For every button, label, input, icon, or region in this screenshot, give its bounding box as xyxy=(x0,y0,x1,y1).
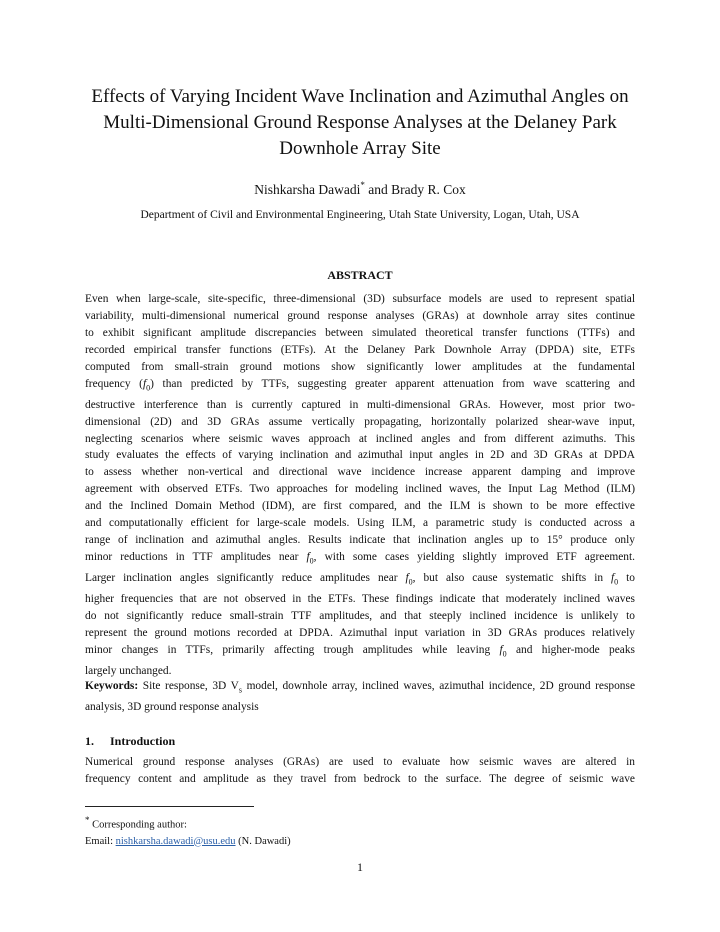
footnote-divider xyxy=(85,806,254,807)
abstract-text: , with some cases yielding slightly improved ETF agreement. xyxy=(313,550,635,563)
abstract-text: represent the ground motions recorded at DPDA. Azimuthal input variation in 3D GRAs produces relatively xyxy=(85,627,635,640)
f0-symbol: $f_0$ xyxy=(611,572,619,587)
keywords-label: Keywords: xyxy=(85,680,139,692)
introduction-body xyxy=(85,754,635,788)
abstract-text: and the Inclined Domain Method (IDM), are first compared, and the ILM is shown to be more effective xyxy=(85,500,635,513)
f0-symbol: $f_0$ xyxy=(499,643,507,659)
abstract-line xyxy=(85,342,635,359)
abstract-text: destructive interference than is currently captured in multi-dimensional GRAs. However, most prior two- xyxy=(85,398,635,411)
abstract-line xyxy=(85,325,635,342)
abstract-line xyxy=(85,291,635,308)
abstract-line xyxy=(85,376,635,397)
footnote-text: Corresponding author: xyxy=(89,819,187,831)
f0-symbol: $f_0$ xyxy=(405,572,413,587)
abstract-text: computed from small-strain ground motions show significantly lower amplitudes at the fundamental xyxy=(85,360,635,373)
keywords-paragraph xyxy=(85,678,635,716)
abstract-line xyxy=(85,532,635,549)
abstract-text: Larger inclination angles significantly reduce amplitudes near xyxy=(85,572,406,585)
abstract-line xyxy=(85,481,635,498)
paper-title xyxy=(60,84,660,162)
footnote xyxy=(85,812,291,850)
section-number: 1. xyxy=(85,734,94,748)
affiliation: Department of Civil and Environmental Engineering, Utah State University, Logan, Utah, USA xyxy=(140,209,580,221)
email-label: Email: xyxy=(85,835,116,847)
page-number: 1 xyxy=(357,860,363,874)
abstract-line xyxy=(85,447,635,464)
footnote-mark: * xyxy=(85,815,90,825)
abstract-text: Even when large-scale, site-specific, three-dimensional (3D) subsurface models are used to represent spatial xyxy=(85,293,635,305)
keywords-subscript: s xyxy=(238,685,242,695)
abstract-line xyxy=(85,464,635,481)
abstract-text: neglecting scenarios where seismic waves approach at inclined angles and from different azimuths. This xyxy=(85,432,635,445)
footnote-text: (N. Dawadi) xyxy=(235,835,291,847)
abstract-text: agreement with observed ETFs. Two approaches for modeling inclined waves, the Input Lag Method (ILM) xyxy=(85,483,635,496)
abstract-text: to assess whether non-vertical and directional wave incidence increase apparent damping and improve xyxy=(85,466,635,479)
abstract-text: study evaluates the effects of varying inclination and azimuthal input angles in 2D and 3D GRAs at DPDA xyxy=(85,449,635,462)
section-title: Introduction xyxy=(110,734,176,748)
keywords-text: model, downhole array, inclined waves, azimuthal incidence, 2D ground response analysis, 3D ground response analysis xyxy=(85,680,635,714)
abstract-text: and computationally efficient for large-scale models. Using ILM, a parametric study is conducted across a xyxy=(85,517,635,530)
abstract-text: , but also cause systematic shifts in xyxy=(412,572,611,585)
email-link[interactable]: nishkarsha.dawadi@usu.edu xyxy=(115,835,236,847)
keywords-text: Site response, 3D V xyxy=(138,680,239,692)
f0-symbol: $f_0$ xyxy=(306,550,314,566)
abstract-line xyxy=(85,431,635,448)
abstract-text: variability, multi-dimensional numerical ground response analyses (GRAs) at downhole array sites continue xyxy=(85,309,635,322)
abstract-text: frequency ( xyxy=(85,377,143,390)
abstract-text: dimensional (2D) and 3D GRAs assume vertically propagating, horizontally polarized shear-wave input, xyxy=(85,415,635,428)
abstract-line xyxy=(85,549,635,570)
author-name: Nishkarsha Dawadi xyxy=(254,182,361,197)
abstract-line xyxy=(85,591,635,608)
paragraph-line: frequency content and amplitude as they travel from bedrock to the surface. The degree of seismic wave xyxy=(85,773,635,785)
author-name: and Brady R. Cox xyxy=(364,182,466,197)
abstract-line xyxy=(85,414,635,431)
title-line: Effects of Varying Incident Wave Inclination and Azimuthal Angles on xyxy=(91,86,629,107)
abstract-line xyxy=(85,498,635,515)
abstract-body xyxy=(85,291,635,680)
abstract-text: range of inclination and azimuthal angles. Results indicate that inclination angles up to 15° produce only xyxy=(85,533,635,546)
abstract-text: minor reductions in TTF amplitudes near xyxy=(85,550,307,563)
abstract-text: ) than predicted by TTFs, suggesting greater apparent attenuation from wave scattering and xyxy=(150,377,635,390)
abstract-line xyxy=(85,308,635,325)
abstract-text: to xyxy=(618,572,635,585)
title-line: Downhole Array Site xyxy=(279,138,441,159)
abstract-line xyxy=(85,642,635,663)
abstract-text: and higher-mode peaks xyxy=(506,643,635,656)
abstract-text: minor changes in TTFs, primarily affecting trough amplitudes while leaving xyxy=(85,643,500,656)
abstract-line xyxy=(85,625,635,642)
abstract-line xyxy=(85,397,635,414)
abstract-line xyxy=(85,570,635,591)
abstract-text: to exhibit significant amplitude discrepancies between simulated theoretical transfer functions (TTFs) and xyxy=(85,326,635,339)
abstract-text: higher frequencies that are not observed in the ETFs. These findings indicate that moderately inclined waves xyxy=(85,593,635,606)
abstract-line xyxy=(85,515,635,532)
abstract-line xyxy=(85,359,635,376)
corresponding-author-mark: * xyxy=(360,180,365,190)
abstract-heading: ABSTRACT xyxy=(327,268,393,282)
f0-symbol: $f_0$ xyxy=(142,377,151,392)
section-heading-introduction xyxy=(85,734,175,749)
author-list xyxy=(60,180,660,198)
footnote-line xyxy=(85,812,291,834)
title-line: Multi-Dimensional Ground Response Analyses at the Delaney Park xyxy=(103,112,617,133)
abstract-text: recorded empirical transfer functions (ETFs). At the Delaney Park Downhole Array (DPDA) site, ETFs xyxy=(85,343,635,356)
abstract-text: do not significantly reduce small-strain TTF amplitudes, and that steeply inclined incidence is unlikely to xyxy=(85,610,635,623)
abstract-text: largely unchanged. xyxy=(85,665,172,678)
footnote-line xyxy=(85,834,291,850)
abstract-line xyxy=(85,608,635,625)
paragraph-line: Numerical ground response analyses (GRAs) are used to evaluate how seismic waves are altered in xyxy=(85,756,635,768)
